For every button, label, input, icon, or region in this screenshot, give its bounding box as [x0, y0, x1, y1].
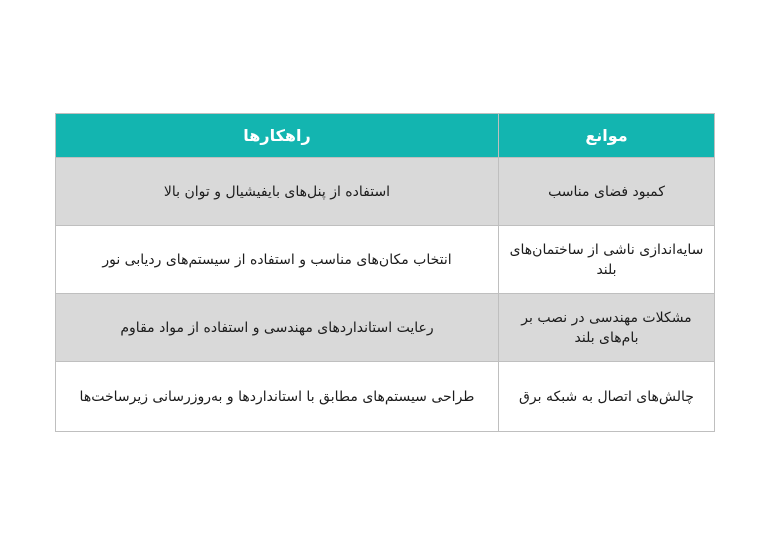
table-header-row — [56, 114, 715, 158]
obstacle-cell: چالش‌های اتصال به شبکه برق — [499, 362, 715, 432]
solution-cell: طراحی سیستم‌های مطابق با استانداردها و به‌روزرسانی زیرساخت‌ها — [56, 362, 499, 432]
header-obstacles: موانع — [499, 114, 715, 158]
obstacle-cell: مشکلات مهندسی در نصب بر بام‌های بلند — [499, 294, 715, 362]
table-row — [56, 294, 715, 362]
obstacles-solutions-table — [55, 113, 715, 432]
obstacle-cell: سایه‌اندازی ناشی از ساختمان‌های بلند — [499, 226, 715, 294]
table-row — [56, 226, 715, 294]
solution-cell: استفاده از پنل‌های بایفیشیال و توان بالا — [56, 158, 499, 226]
header-solutions: راهکارها — [56, 114, 499, 158]
solution-cell: انتخاب مکان‌های مناسب و استفاده از سیستم‌های ردیابی نور — [56, 226, 499, 294]
table-row — [56, 158, 715, 226]
solution-cell: رعایت استانداردهای مهندسی و استفاده از مواد مقاوم — [56, 294, 499, 362]
table-row — [56, 362, 715, 432]
obstacle-cell: کمبود فضای مناسب — [499, 158, 715, 226]
obstacles-solutions-table-container — [55, 113, 714, 432]
